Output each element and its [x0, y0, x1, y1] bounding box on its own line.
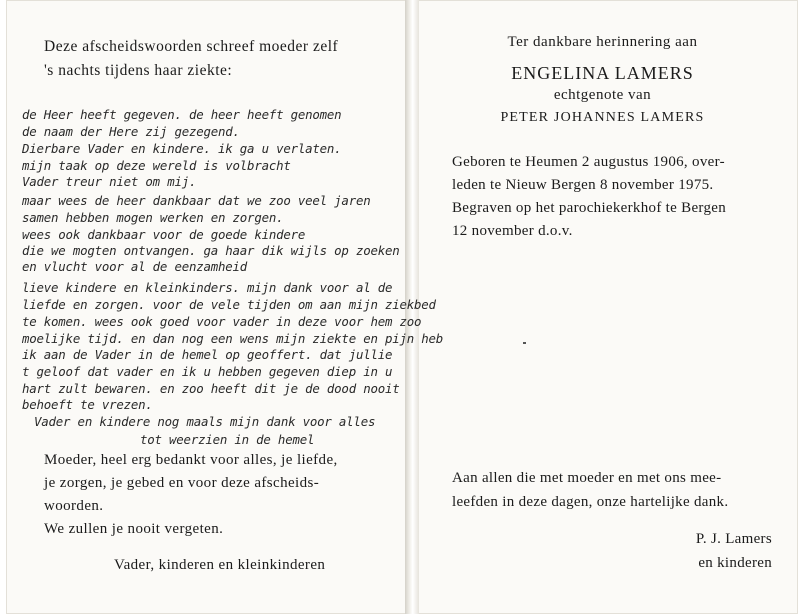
details-line: Geboren te Heumen 2 augustus 1906, over- [452, 154, 725, 170]
handwritten-line: tot weerzien in de hemel [140, 432, 315, 447]
details-line: leden te Nieuw Bergen 8 november 1975. [452, 177, 714, 193]
closing-line: Moeder, heel erg bedankt voor alles, je liefde, [44, 452, 338, 468]
right-signature-line: en kinderen [698, 555, 772, 571]
handwritten-line: behoeft te vrezen. [22, 397, 153, 412]
handwritten-line: Vader en kindere nog maals mijn dank voor alles [34, 414, 376, 429]
intro-line: 's nachts tijdens haar ziekte: [44, 62, 233, 79]
print-speck [523, 342, 526, 344]
handwritten-line: en vlucht voor al de eenzamheid [22, 259, 248, 274]
handwritten-line: ik aan de Vader in de hemel op geoffert. dat jullie [22, 347, 393, 362]
thanks-line: leefden in deze dagen, onze hartelijke dank. [452, 494, 729, 510]
handwritten-line: te komen. wees ook goed voor vader in deze voor hem zoo [22, 314, 422, 329]
closing-line: je zorgen, je gebed en voor deze afscheids- [44, 475, 320, 491]
deceased-name: ENGELINA LAMERS [511, 63, 694, 83]
closing-line: We zullen je nooit vergeten. [44, 521, 224, 537]
handwritten-line: de Heer heeft gegeven. de heer heeft genomen [22, 107, 342, 122]
thanks-line: Aan allen die met moeder en met ons mee- [452, 470, 722, 486]
closing-line: woorden. [44, 498, 104, 514]
handwritten-line: maar wees de heer dankbaar dat we zoo veel jaren [22, 193, 371, 208]
details-line: Begraven op het parochiekerkhof te Bergen [452, 200, 727, 216]
handwritten-line: Dierbare Vader en kindere. ik ga u verlaten. [22, 141, 342, 156]
spouse-label: echtgenote van [553, 87, 652, 103]
left-signature: Vader, kinderen en kleinkinderen [114, 557, 326, 573]
right-signature-line: P. J. Lamers [695, 531, 772, 547]
handwritten-line: hart zult bewaren. en zoo heeft dit je de dood nooit [22, 381, 400, 396]
handwritten-line: t geloof dat vader en ik u hebben gegeven diep in u [22, 364, 393, 379]
handwritten-line: Vader treur niet om mij. [22, 174, 197, 189]
handwritten-line: lieve kindere en kleinkinders. mijn dank voor al de [22, 280, 393, 295]
intro-line: Deze afscheidswoorden schreef moeder zelf [44, 38, 339, 55]
handwritten-line: mijn taak op deze wereld is volbracht [22, 158, 291, 173]
handwritten-line: de naam der Here zij gezegend. [22, 124, 240, 139]
handwritten-line: wees ook dankbaar voor de goede kindere [22, 227, 306, 242]
details-line: 12 november d.o.v. [452, 223, 573, 239]
handwritten-line: die we mogten ontvangen. ga haar dik wijls op zoeken [22, 243, 400, 258]
heading: Ter dankbare herinnering aan [507, 34, 698, 50]
spouse-name: PETER JOHANNES LAMERS [500, 110, 705, 125]
handwritten-line: moelijke tijd. en dan nog een wens mijn ziekte en pijn heb [22, 331, 444, 346]
handwritten-line: liefde en zorgen. voor de vele tijden om aan mijn ziekbed [22, 297, 436, 312]
handwritten-line: samen hebben mogen werken en zorgen. [22, 210, 284, 225]
